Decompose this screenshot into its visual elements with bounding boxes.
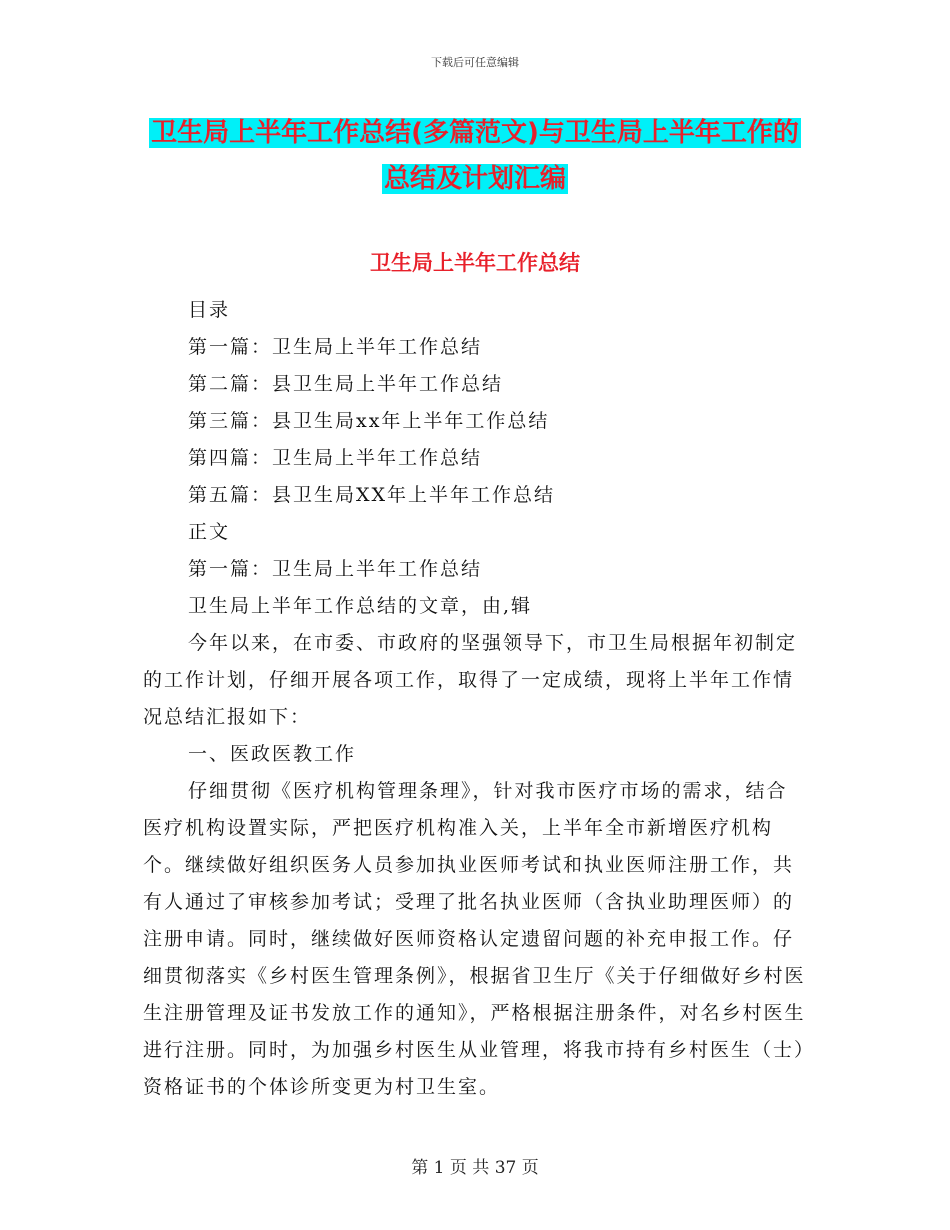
toc-item: 第一篇：卫生局上半年工作总结 — [188, 336, 483, 358]
toc-heading: 目录 — [188, 299, 231, 321]
header-note: 下载后可任意编辑 — [431, 56, 519, 69]
body-heading: 正文 — [188, 521, 231, 543]
paragraph: 仔细贯彻《医疗机构管理条理》，针对我市医疗市场的需求，结合医疗机构设置实际，严把医疗机构准入关，上半年全市新增医疗机构个。继续做好组织医务人员参加执业医师考试和执业医师注册工作，共有人通过了审核参加考试；受理了批名执业医师（含执业助理医师）的注册申请。同时，继续做好医师资格认定遗留问题的补充申报工作。仔细贯彻落实《乡村医生管理条例》，根据省卫生厅《关于仔细做好乡村医生注册管理及证书发放工作的通知》，严格根据注册条件，对名乡村医生进行注册。同时，为加强乡村医生从业管理，将我市持有乡村医生（士）资格证书的个体诊所变更为村卫生室。 — [143, 780, 806, 1098]
subheading: 一、医政医教工作 — [188, 743, 357, 765]
document-title — [140, 110, 810, 202]
document-body — [143, 292, 808, 1106]
document-title-text: 卫生局上半年工作总结(多篇范文)与卫生局上半年工作的总结及计划汇编 — [151, 118, 799, 194]
page-footer: 第 1 页 共 37 页 — [411, 1158, 539, 1178]
paragraph: 今年以来，在市委、市政府的坚强领导下，市卫生局根据年初制定的工作计划，仔细开展各项工作，取得了一定成绩，现将上半年工作情况总结汇报如下： — [143, 632, 798, 728]
section-title: 卫生局上半年工作总结 — [370, 251, 580, 275]
toc-item: 第二篇：县卫生局上半年工作总结 — [188, 373, 504, 395]
source-line: 卫生局上半年工作总结的文章，由,辑 — [188, 595, 533, 617]
toc-item: 第四篇：卫生局上半年工作总结 — [188, 447, 483, 469]
toc-item: 第五篇：县卫生局XX年上半年工作总结 — [188, 484, 556, 506]
toc-item: 第三篇：县卫生局xx年上半年工作总结 — [188, 410, 550, 432]
part-title: 第一篇：卫生局上半年工作总结 — [188, 558, 483, 580]
